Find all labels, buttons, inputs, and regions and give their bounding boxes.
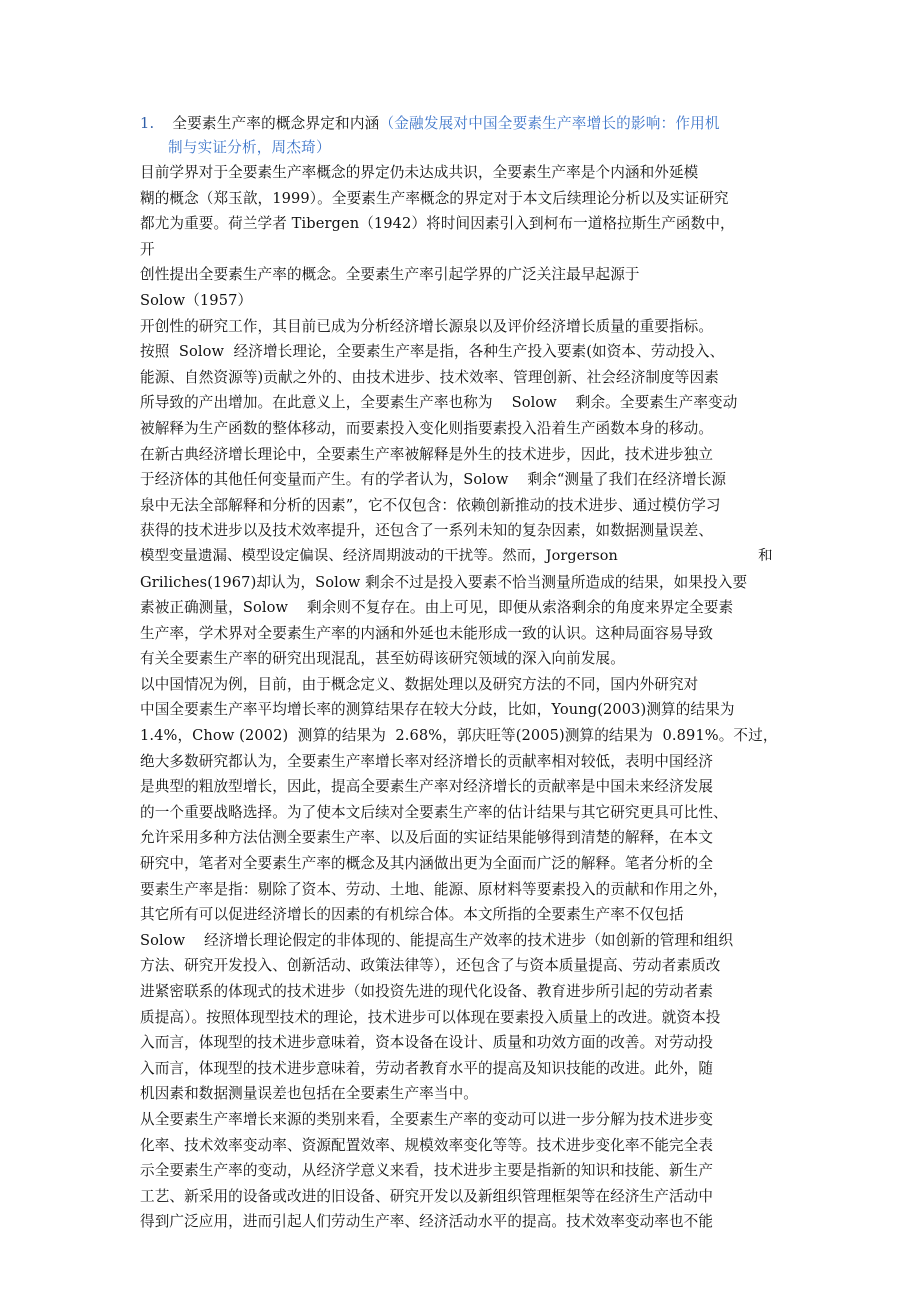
text-line: Solow 经济增长理论假定的非体现的、能提高生产效率的技术进步（如创新的管理和组织 <box>140 931 734 949</box>
section-title: 全要素生产率的概念界定和内涵 <box>172 115 380 132</box>
text-line: 允许采用多种方法估测全要素生产率、以及后面的实证结果能够得到清楚的解释，在本文 <box>140 829 714 847</box>
text-line: 的一个重要战略选择。为了使本文后续对全要素生产率的估计结果与其它研究更具可比性、 <box>140 803 728 821</box>
text-line: 创性提出全要素生产率的概念。全要素生产率引起学界的广泛关注最早起源于 <box>140 266 640 284</box>
text-line: Solow（1957） <box>140 291 253 309</box>
text-line: 得到广泛应用，进而引起人们劳动生产率、经济活动水平的提高。技术效率变动率也不能 <box>140 1213 714 1231</box>
text-line: 要素生产率是指：剔除了资本、劳动、土地、能源、原材料等要素投入的贡献和作用之外， <box>140 880 728 898</box>
text-line: 入而言，体现型的技术进步意味着，资本设备在设计、质量和功效方面的改善。对劳动投 <box>140 1034 714 1052</box>
section-heading <box>140 112 780 160</box>
text-line: 都尤为重要。荷兰学者 Tibergen（1942）将时间因素引入到柯布一道格拉斯生产函数中， <box>140 215 735 233</box>
text-line: 是典型的粗放型增长，因此，提高全要素生产率对经济增长的贡献率是中国未来经济发展 <box>140 778 714 796</box>
text-line: 其它所有可以促进经济增长的因素的有机综合体。本文所指的全要素生产率不仅包括 <box>140 906 684 924</box>
text-line: 能源、自然资源等)贡献之外的、由技术进步、技术效率、管理创新、社会经济制度等因素 <box>140 368 719 386</box>
text-line: 有关全要素生产率的研究出现混乱，甚至妨碍该研究领域的深入向前发展。 <box>140 650 625 668</box>
text-line: 在新古典经济增长理论中，全要素生产率被解释是外生的技术进步，因此，技术进步独立 <box>140 445 714 463</box>
text-line: 按照 Solow 经济增长理论，全要素生产率是指，各种生产投入要素(如资本、劳动投入、 <box>140 343 725 361</box>
text-line: 1.4%，Chow (2002) 测算的结果为 2.68%，郭庆旺等(2005)测算的结果为 0.891%。不过， <box>140 727 778 745</box>
text-line: 研究中，笔者对全要素生产率的概念及其内涵做出更为全面而广泛的解释。笔者分析的全 <box>140 855 714 873</box>
text-line: 化率、技术效率变动率、资源配置效率、规模效率变化等等。技术进步变化率不能完全表 <box>140 1136 714 1154</box>
text-line: 于经济体的其他任何变量而产生。有的学者认为，Solow 剩余“测量了我们在经济增长源 <box>140 471 727 489</box>
citation-text: （金融发展对中国全要素生产率增长的影响：作用机 <box>379 115 720 132</box>
text-line: 开创性的研究工作，其目前已成为分析经济增长源泉以及评价经济增长质量的重要指标。 <box>140 317 714 335</box>
text-line: 开 <box>140 240 155 258</box>
text-line: Griliches(1967)却认为，Solow 剩余不过是投入要素不恰当测量所造成的结果，如果投入要 <box>140 573 748 591</box>
citation-text-continued: 制与实证分析，周杰琦） <box>168 139 331 156</box>
text-line: 质提高）。按照体现型技术的理论，技术进步可以体现在要素投入质量上的改进。就资本投 <box>140 1008 721 1026</box>
text-line: 获得的技术进步以及技术效率提升，还包含了一系列未知的复杂因素，如数据测量误差、 <box>140 522 714 540</box>
text-line: 以中国情况为例，目前，由于概念定义、数据处理以及研究方法的不同，国内外研究对 <box>140 675 699 693</box>
text-line: 中国全要素生产率平均增长率的测算结果存在较大分歧，比如，Young(2003)测算的结果为 <box>140 701 735 719</box>
text-line: 糊的概念（郑玉歆，1999）。全要素生产率概念的界定对于本文后续理论分析以及实证研究 <box>140 189 729 207</box>
paragraph-block <box>140 160 780 1235</box>
text-line: 目前学界对于全要素生产率概念的界定仍未达成共识，全要素生产率是个内涵和外延模 <box>140 164 699 181</box>
text-line: 机因素和数据测量误差也包括在全要素生产率当中。 <box>140 1085 478 1103</box>
text-line: 生产率，学术界对全要素生产率的内涵和外延也未能形成一致的认识。这种局面容易导致 <box>140 624 714 642</box>
text-line: 被解释为生产函数的整体移动，而要素投入变化则指要素投入沿着生产函数本身的移动。 <box>140 419 714 437</box>
text-line: 工艺、新采用的设备或改进的旧设备、研究开发以及新组织管理框架等在经济生产活动中 <box>140 1187 714 1205</box>
text-line: 绝大多数研究都认为，全要素生产率增长率对经济增长的贡献率相对较低，表明中国经济 <box>140 752 714 770</box>
text-line: 入而言，体现型的技术进步意味着，劳动者教育水平的提高及知识技能的改进。此外，随 <box>140 1059 714 1077</box>
text-line: 泉中无法全部解释和分析的因素”，它不仅包含：依赖创新推动的技术进步、通过模仿学习 <box>140 496 721 514</box>
text-line: 示全要素生产率的变动，从经济学意义来看，技术进步主要是指新的知识和技能、新生产 <box>140 1162 714 1180</box>
text-line: 方法、研究开发投入、创新活动、政策法律等），还包含了与资本质量提高、劳动者素质改 <box>140 957 721 975</box>
text-line: 所导致的产出增加。在此意义上，全要素生产率也称为 Solow 剩余。全要素生产率变动 <box>140 394 738 412</box>
text-line: 进紧密联系的体现式的技术进步（如投资先进的现代化设备、教育进步所引起的劳动者素 <box>140 983 714 1000</box>
section-number: 1. <box>140 115 155 132</box>
document-body <box>140 112 780 1235</box>
text-line: 从全要素生产率增长来源的类别来看，全要素生产率的变动可以进一步分解为技术进步变 <box>140 1110 714 1128</box>
text-line: 素被正确测量，Solow 剩余则不复存在。由上可见，即便从索洛剩余的角度来界定全要素 <box>140 599 734 617</box>
text-line: 模型变量遗漏、模型设定偏误、经济周期波动的干扰等。然而，Jorgerson 和 <box>140 547 773 564</box>
